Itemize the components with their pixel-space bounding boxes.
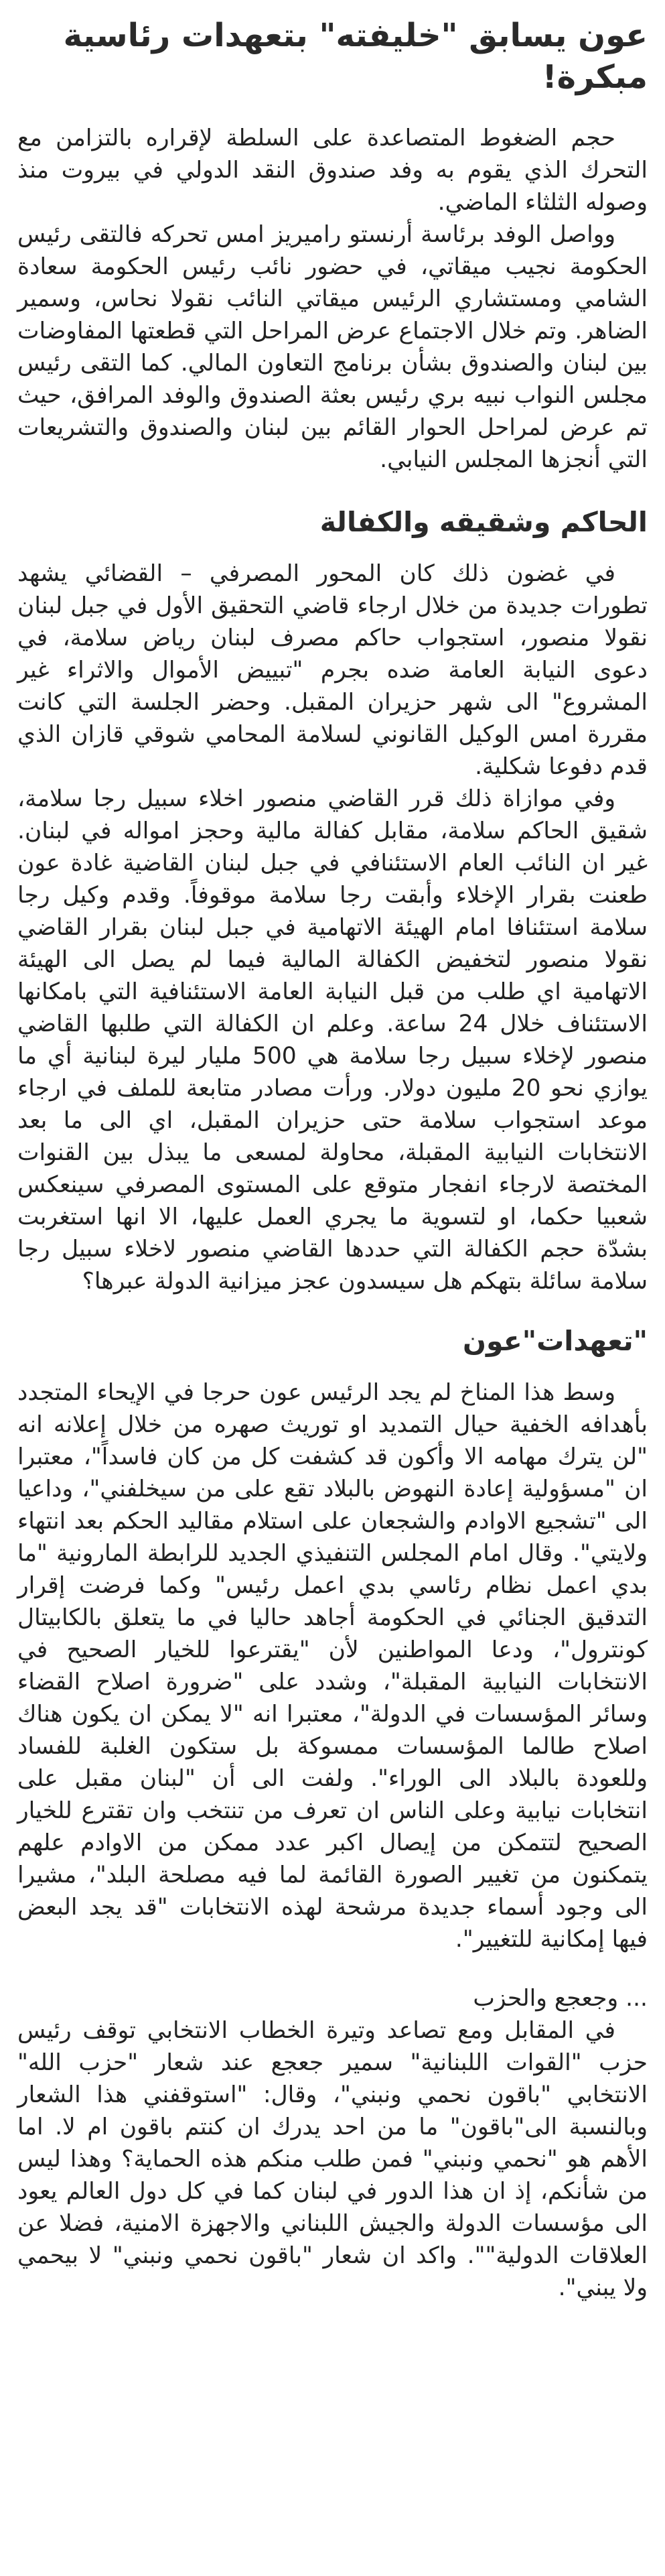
geagea-section <box>17 1982 648 2304</box>
pledges-paragraph-1: وسط هذا المناخ لم يجد الرئيس عون حرجا في الإيحاء المتجدد بأهدافه الخفية حيال التمديد او توريث صهره من خلال إعلانه انه "لن يترك مهامه الا وأكون قد كشفت كل من كان فاسداً"، معتبرا ان "مسؤولية إعادة النهوض بالبلاد تقع على من سيخلفني"، وداعيا الى "تشجيع الاوادم والشجعان على استلام مقاليد الحكم بعد انتهاء ولايتي". وقال امام المجلس التنفيذي الجديد للرابطة المارونية "ما بدي اعمل نظام رئاسي بدي اعمل رئيس" وكما فرضت إقرار التدقيق الجنائي في الحكومة أجاهد حاليا في ما يتعلق بالكابيتال كونترول"، ودعا المواطنين لأن "يقترعوا للخيار الصحيح في الانتخابات النيابية المقبلة"، وشدد على "ضرورة اصلاح القضاء وسائر المؤسسات في الدولة"، معتبرا انه "لا يمكن ان يكون هناك اصلاح طالما المؤسسات ممسوكة بل ستكون الغلبة للفساد وللعودة بالبلاد الى الوراء". ولفت الى أن "لبنان مقبل على انتخابات نيابية وعلى الناس ان تعرف من تنتخب وان تقترع للخيار الصحيح لتتمكن من إيصال اكبر عدد ممكن من الاوادم علهم يتمكنون من تغيير الصورة القائمة لما فيه مصلحة البلد"، مشيرا الى وجود أسماء جديدة مرشحة لهذه الانتخابات "قد يجد البعض فيها إمكانية للتغيير". <box>17 1379 648 1953</box>
governor-section-title: الحاكم وشقيقه والكفالة <box>319 506 648 538</box>
intro-paragraph-1: حجم الضغوط المتصاعدة على السلطة لإقراره بالتزامن مع التحرك الذي يقوم به وفد صندوق النقد الدولي في بيروت منذ وصوله الثلثاء الماضي. <box>17 125 648 216</box>
governor-section <box>17 503 648 1297</box>
pledges-section-title: "تعهدات"عون <box>463 1325 648 1357</box>
intro-section <box>17 122 648 476</box>
geagea-paragraph-1: في المقابل ومع تصاعد وتيرة الخطاب الانتخابي توقف رئيس حزب "القوات اللبنانية" سمير جعجع عند شعار "حزب الله" الانتخابي "باقون نحمي ونبني"، وقال: "استوقفني هذا الشعار وبالنسبة الى"باقون" ما من احد يدرك ان كنتم باقون ام لا. اما الأهم هو "نحمي ونبني" فمن طلب منكم هذه الحماية؟ وهذا ليس من شأنكم، إذ ان هذا الدور في لبنان كما في كل دول العالم يعود الى مؤسسات الدولة والجيش اللبناني والاجهزة الامنية، فضلا عن العلاقات الدولية"". واكد ان شعار "باقون نحمي ونبني" لا بيحمي ولا يبني". <box>17 2017 648 2301</box>
intro-paragraph-2: وواصل الوفد برئاسة أرنستو راميريز امس تحركه فالتقى رئيس الحكومة نجيب ميقاتي، في حضور نائب رئيس الحكومة سعادة الشامي ومستشاري الرئيس ميقاتي النائب نقولا نحاس، وسمير الضاهر. وتم خلال الاجتماع عرض المراحل التي قطعتها المفاوضات بين لبنان والصندوق بشأن برنامج التعاون المالي. كما التقى رئيس مجلس النواب نبيه بري رئيس بعثة الصندوق والوفد المرافق، حيث تم عرض لمراحل الحوار القائم بين لبنان والصندوق والتشريعات التي أنجزها المجلس النيابي. <box>17 221 648 473</box>
pledges-section <box>17 1322 648 1955</box>
geagea-section-lead: ... وجعجع والحزب <box>473 1985 648 2012</box>
governor-paragraph-1: في غضون ذلك كان المحور المصرفي – القضائي يشهد تطورات جديدة من خلال ارجاء قاضي التحقيق الأول في جبل لبنان نقولا منصور، استجواب حاكم مصرف لبنان رياض سلامة، في دعوى النيابة العامة ضده بجرم "تبييض الأموال والاثراء غير المشروع" الى شهر حزيران المقبل. وحضر الجلسة التي كانت مقررة امس الوكيل القانوني لسلامة المحامي شوقي قازان الذي قدم دفوعا شكلية. <box>17 560 648 780</box>
article-headline: عون يسابق "خليفته" بتعهدات رئاسية مبكرة! <box>63 17 648 96</box>
governor-paragraph-2: وفي موازاة ذلك قرر القاضي منصور اخلاء سبيل رجا سلامة، شقيق الحاكم سلامة، مقابل كفالة مالية وحجز امواله في لبنان. غير ان النائب العام الاستئنافي في جبل لبنان القاضية غادة عون طعنت بقرار الإخلاء وأبقت رجا سلامة موقوفاً. وقدم وكيل رجا سلامة استئنافا امام الهيئة الاتهامية في جبل لبنان بقرار القاضي نقولا منصور لتخفيض الكفالة المالية فيما لم يصل الى الهيئة الاتهامية اي طلب من قبل النيابة العامة الاستئنافية التي بامكانها الاستئناف خلال 24 ساعة. وعلم ان الكفالة التي طلبها القاضي منصور لإخلاء سبيل رجا سلامة هي 500 مليار ليرة لبنانية أي ما يوازي نحو 20 مليون دولار. ورأت مصادر متابعة للملف في ارجاء موعد استجواب سلامة حتى حزيران المقبل، اي الى ما بعد الانتخابات النيابية المقبلة، محاولة لمسعى ما يبذل بين القنوات المختصة لارجاء انفجار متوقع على المستوى المصرفي سينعكس شعبيا حكما، او لتسوية ما يجري العمل عليها، الا انها استغربت بشدّة حجم الكفالة التي حددها القاضي منصور لاخلاء سبيل رجا سلامة سائلة بتهكم هل سيسدون عجز ميزانية الدولة عبرها؟ <box>17 785 648 1295</box>
